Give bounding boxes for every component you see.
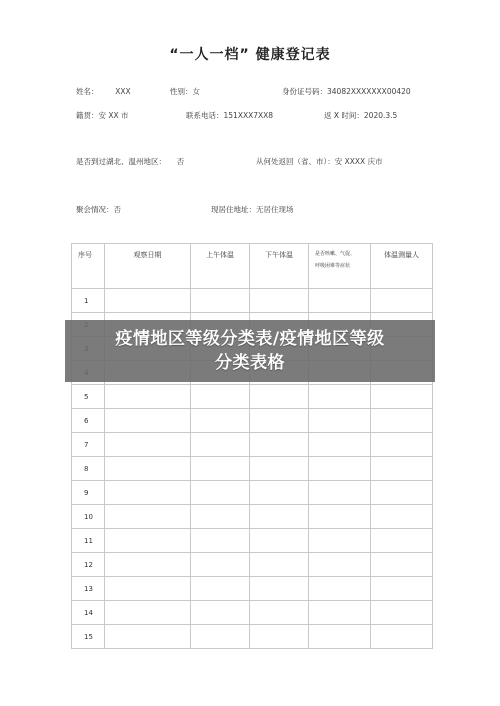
hubei-field bbox=[76, 156, 184, 167]
symptom-cell[interactable] bbox=[309, 457, 371, 481]
table-row bbox=[72, 529, 433, 553]
table-row bbox=[72, 577, 433, 601]
symptom-cell[interactable] bbox=[309, 385, 371, 409]
date-cell[interactable] bbox=[105, 505, 191, 529]
banner-line1: 疫情地区等级分类表/疫情地区等级 bbox=[115, 329, 385, 349]
symptom-cell[interactable] bbox=[309, 433, 371, 457]
header-am-temp: 上午体温 bbox=[191, 244, 250, 289]
row-number: 9 bbox=[72, 481, 105, 505]
id-value: 34082XXXXXXX00420 bbox=[327, 87, 411, 96]
table-row bbox=[72, 553, 433, 577]
measurer-cell[interactable] bbox=[371, 577, 433, 601]
measurer-cell[interactable] bbox=[371, 529, 433, 553]
gender-field bbox=[170, 86, 200, 97]
name-field bbox=[76, 86, 131, 97]
health-record-table bbox=[71, 243, 433, 649]
date-cell[interactable] bbox=[105, 625, 191, 649]
symptom-cell[interactable] bbox=[309, 529, 371, 553]
form-title: “一人一档” 健康登记表 bbox=[169, 47, 331, 63]
am-temp-cell[interactable] bbox=[191, 433, 250, 457]
measurer-cell[interactable] bbox=[371, 433, 433, 457]
symptom-cell[interactable] bbox=[309, 481, 371, 505]
phone-value: 151XXX7XX8 bbox=[223, 111, 274, 120]
origin-label: 籍贯： bbox=[76, 111, 99, 120]
am-temp-cell[interactable] bbox=[191, 601, 250, 625]
table-header-row bbox=[72, 244, 433, 289]
table-row bbox=[72, 601, 433, 625]
row-number: 7 bbox=[72, 433, 105, 457]
am-temp-cell[interactable] bbox=[191, 529, 250, 553]
header-symptoms-line2: 呼吸困难等症状 bbox=[315, 263, 351, 269]
date-cell[interactable] bbox=[105, 457, 191, 481]
measurer-cell[interactable] bbox=[371, 289, 433, 313]
measurer-cell[interactable] bbox=[371, 505, 433, 529]
symptom-cell[interactable] bbox=[309, 289, 371, 313]
header-pm-temp: 下午体温 bbox=[250, 244, 309, 289]
table-row bbox=[72, 481, 433, 505]
am-temp-cell[interactable] bbox=[191, 481, 250, 505]
am-temp-cell[interactable] bbox=[191, 385, 250, 409]
gathering-value: 否 bbox=[113, 205, 121, 214]
table-row bbox=[72, 289, 433, 313]
measurer-cell[interactable] bbox=[371, 481, 433, 505]
measurer-cell[interactable] bbox=[371, 601, 433, 625]
watermark-banner bbox=[65, 320, 435, 382]
date-cell[interactable] bbox=[105, 409, 191, 433]
row-number: 14 bbox=[72, 601, 105, 625]
date-cell[interactable] bbox=[105, 433, 191, 457]
am-temp-cell[interactable] bbox=[191, 505, 250, 529]
pm-temp-cell[interactable] bbox=[250, 529, 309, 553]
row-number: 1 bbox=[72, 289, 105, 313]
name-value: XXX bbox=[115, 87, 131, 96]
am-temp-cell[interactable] bbox=[191, 457, 250, 481]
pm-temp-cell[interactable] bbox=[250, 433, 309, 457]
row-number: 8 bbox=[72, 457, 105, 481]
gathering-field bbox=[76, 204, 121, 215]
measurer-cell[interactable] bbox=[371, 385, 433, 409]
am-temp-cell[interactable] bbox=[191, 409, 250, 433]
origin-field bbox=[76, 110, 129, 121]
table-row bbox=[72, 457, 433, 481]
measurer-cell[interactable] bbox=[371, 409, 433, 433]
hubei-value: 否 bbox=[176, 157, 185, 166]
return-field bbox=[324, 110, 397, 121]
row-number: 5 bbox=[72, 385, 105, 409]
measurer-cell[interactable] bbox=[371, 457, 433, 481]
date-cell[interactable] bbox=[105, 577, 191, 601]
pm-temp-cell[interactable] bbox=[250, 409, 309, 433]
am-temp-cell[interactable] bbox=[191, 289, 250, 313]
am-temp-cell[interactable] bbox=[191, 625, 250, 649]
symptom-cell[interactable] bbox=[309, 625, 371, 649]
date-cell[interactable] bbox=[105, 601, 191, 625]
row-number: 10 bbox=[72, 505, 105, 529]
date-cell[interactable] bbox=[105, 481, 191, 505]
symptom-cell[interactable] bbox=[309, 577, 371, 601]
pm-temp-cell[interactable] bbox=[250, 289, 309, 313]
symptom-cell[interactable] bbox=[309, 601, 371, 625]
return-value: 2020.3.5 bbox=[363, 111, 398, 120]
table-row bbox=[72, 433, 433, 457]
pm-temp-cell[interactable] bbox=[250, 625, 309, 649]
pm-temp-cell[interactable] bbox=[250, 601, 309, 625]
table-row bbox=[72, 625, 433, 649]
phone-label: 联系电话： bbox=[186, 111, 224, 120]
return-label: 返 X 时间： bbox=[324, 111, 364, 120]
date-cell[interactable] bbox=[105, 385, 191, 409]
name-label: 姓名： bbox=[76, 87, 99, 96]
table-row bbox=[72, 409, 433, 433]
table-row bbox=[72, 505, 433, 529]
symptom-cell[interactable] bbox=[309, 553, 371, 577]
row-number: 11 bbox=[72, 529, 105, 553]
date-cell[interactable] bbox=[105, 553, 191, 577]
row-number: 12 bbox=[72, 553, 105, 577]
table-row bbox=[72, 385, 433, 409]
header-serial: 序号 bbox=[72, 244, 105, 289]
measurer-cell[interactable] bbox=[371, 553, 433, 577]
date-cell[interactable] bbox=[105, 529, 191, 553]
id-field bbox=[282, 86, 411, 97]
header-measurer: 体温测量人 bbox=[371, 244, 433, 289]
measurer-cell[interactable] bbox=[371, 625, 433, 649]
date-cell[interactable] bbox=[105, 289, 191, 313]
gender-value: 女 bbox=[192, 87, 200, 96]
header-date: 观察日期 bbox=[105, 244, 191, 289]
am-temp-cell[interactable] bbox=[191, 577, 250, 601]
pm-temp-cell[interactable] bbox=[250, 457, 309, 481]
banner-line2: 分类表格 bbox=[215, 353, 285, 373]
header-symptoms bbox=[309, 244, 371, 289]
id-label: 身份证号码： bbox=[282, 87, 327, 96]
origin-value: 安 XX 市 bbox=[98, 111, 129, 120]
pm-temp-cell[interactable] bbox=[250, 505, 309, 529]
hubei-label: 是否到过湖北、温州地区： bbox=[76, 157, 166, 166]
from-field bbox=[256, 156, 383, 167]
symptom-cell[interactable] bbox=[309, 409, 371, 433]
address-label: 现居住地址： bbox=[211, 205, 256, 214]
from-value: 安 XXXX 庆市 bbox=[334, 157, 383, 166]
am-temp-cell[interactable] bbox=[191, 553, 250, 577]
pm-temp-cell[interactable] bbox=[250, 553, 309, 577]
pm-temp-cell[interactable] bbox=[250, 481, 309, 505]
row-number: 6 bbox=[72, 409, 105, 433]
symptom-cell[interactable] bbox=[309, 505, 371, 529]
address-field bbox=[211, 204, 294, 215]
gender-label: 性别： bbox=[170, 87, 193, 96]
header-symptoms-line1: 是否咳嗽、气促、 bbox=[315, 251, 356, 257]
phone-field bbox=[186, 110, 273, 121]
from-label: 从何处返回（省、市）： bbox=[256, 157, 335, 166]
row-number: 13 bbox=[72, 577, 105, 601]
pm-temp-cell[interactable] bbox=[250, 385, 309, 409]
gathering-label: 聚会情况： bbox=[76, 205, 114, 214]
row-number: 15 bbox=[72, 625, 105, 649]
pm-temp-cell[interactable] bbox=[250, 577, 309, 601]
address-value: 无居住现场 bbox=[256, 205, 294, 214]
